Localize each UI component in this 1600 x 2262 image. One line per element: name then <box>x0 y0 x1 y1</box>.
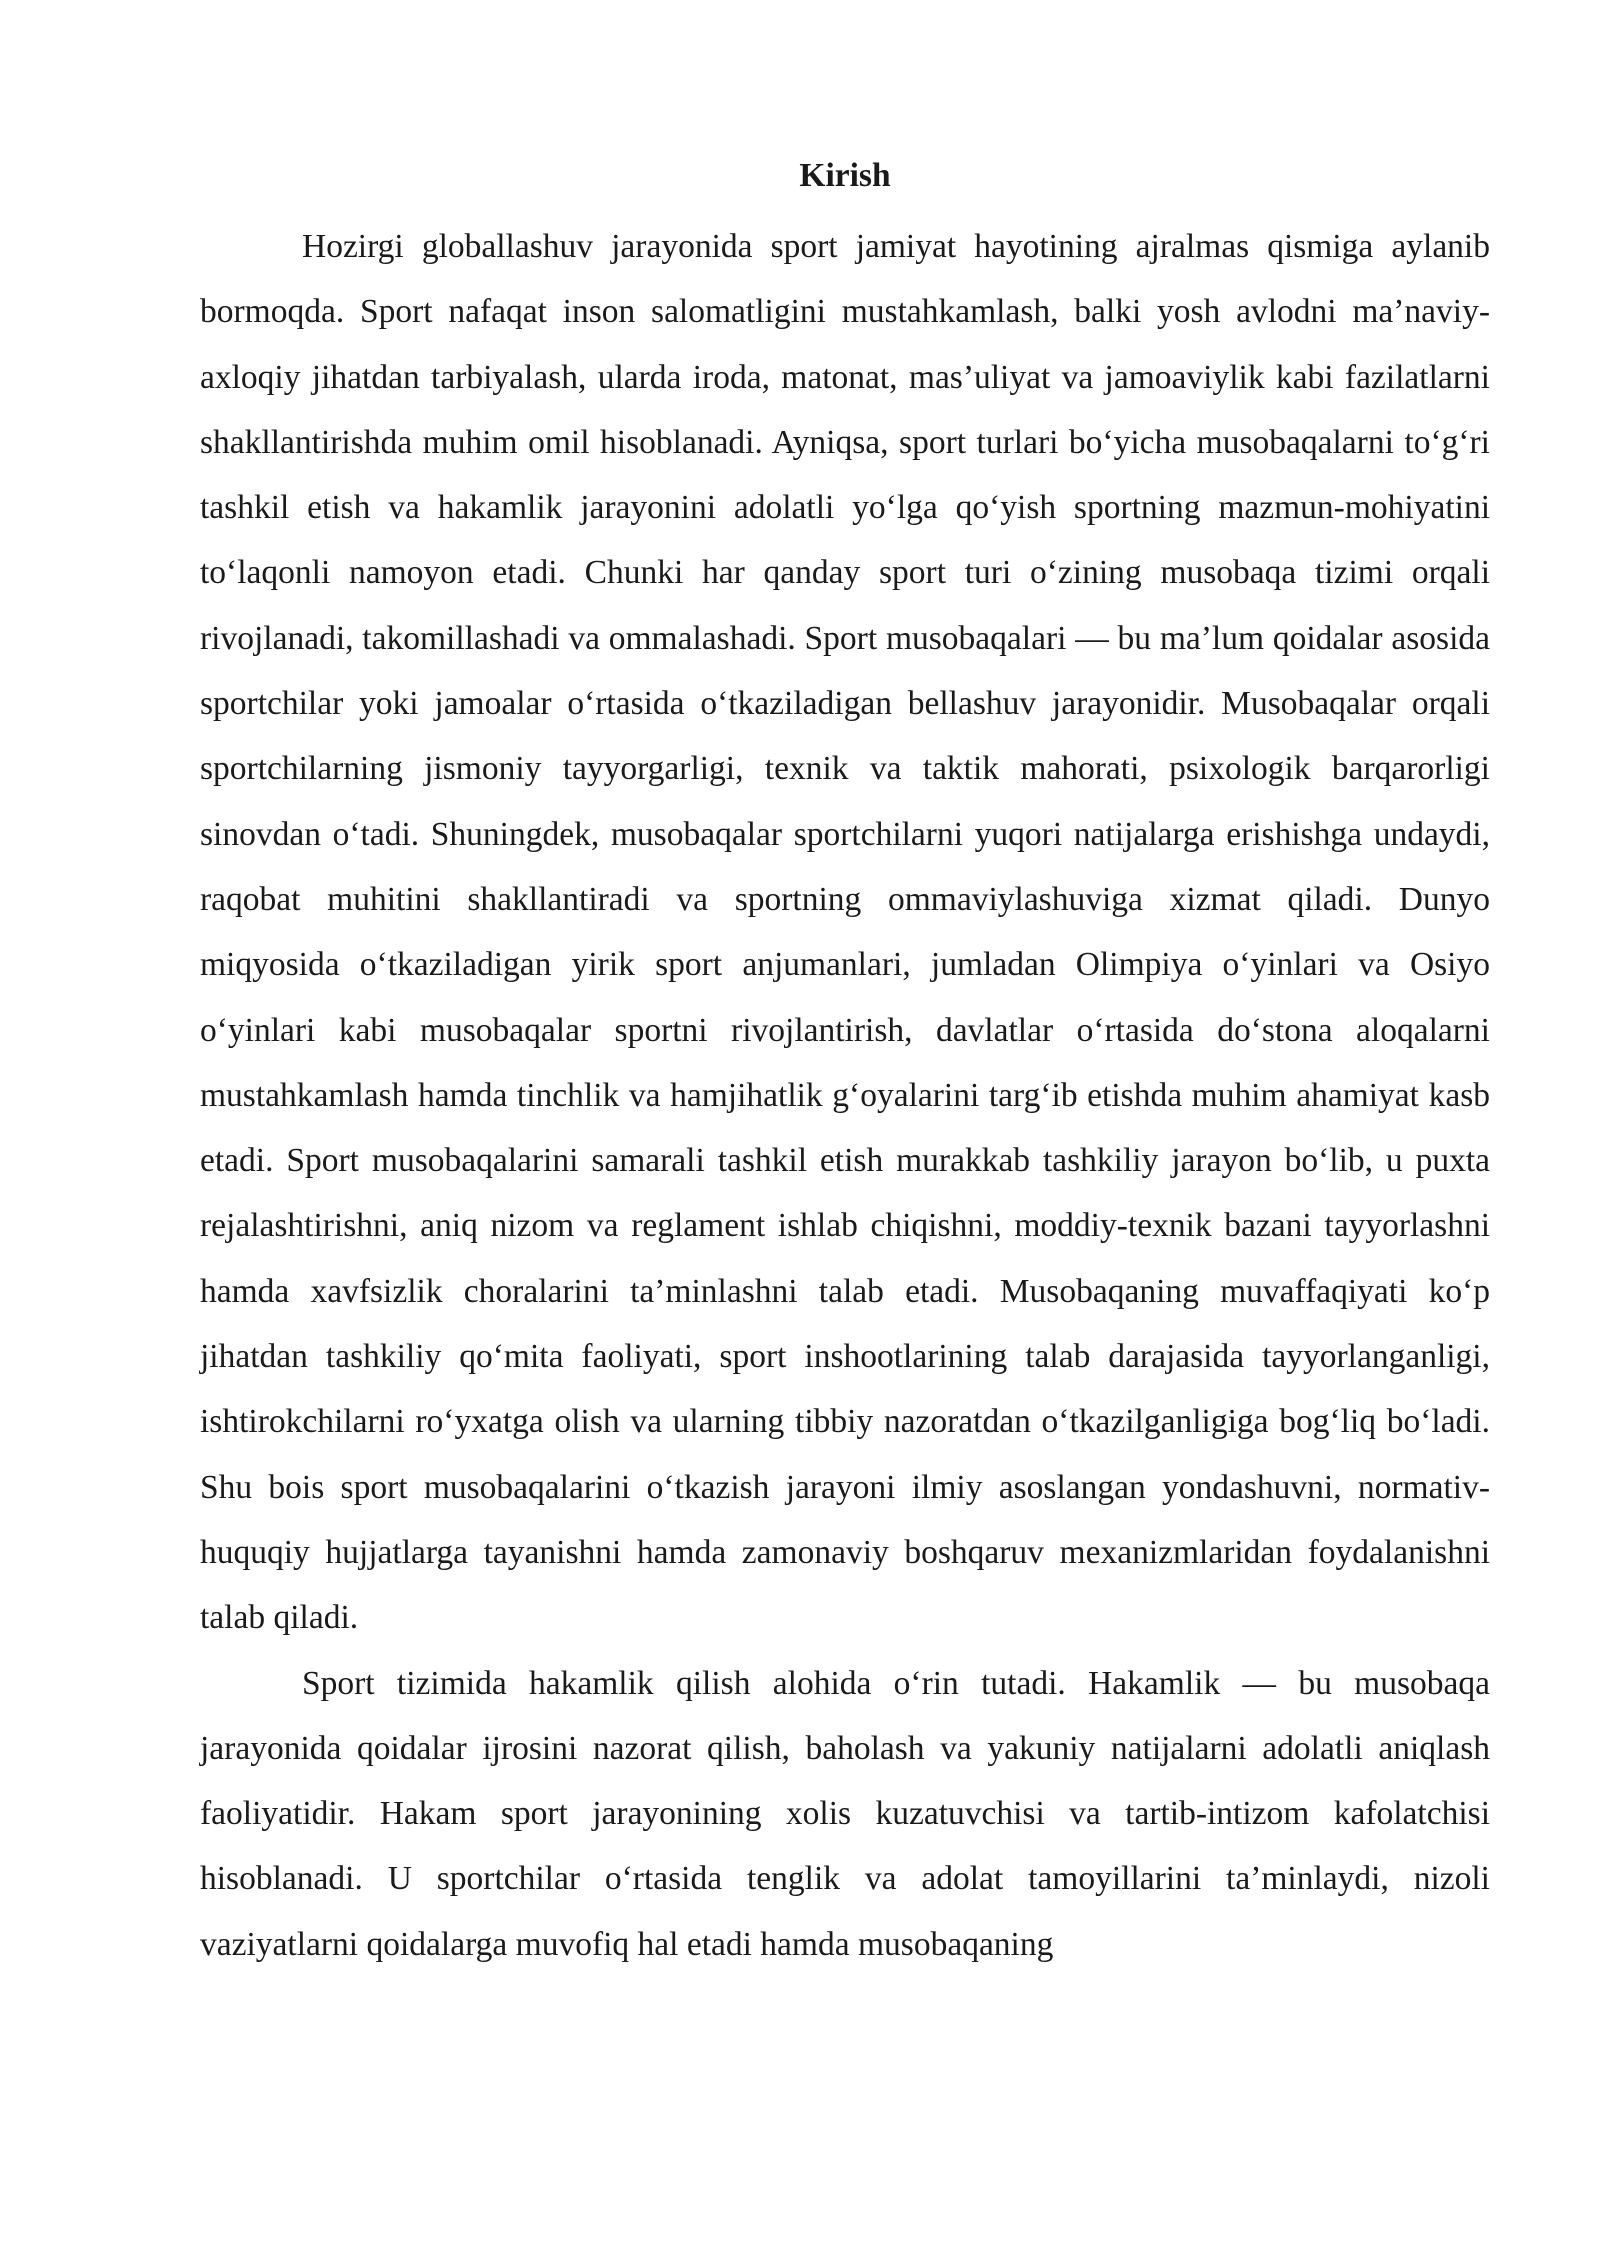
page-title: Kirish <box>799 157 891 194</box>
paragraph-2: Sport tizimida hakamlik qilish alohida o‘rin tutadi. Hakamlik — bu musobaqa jarayonida qoidalar ijrosini nazorat qilish, baholash va yakuniy natijalarni adolatli aniqlash faoliyatidir. Hakam sport jarayonining xolis kuzatuvchisi va tartib-intizom kafolatchisi hisoblanadi. U sportchilar o‘rtasida tenglik va adolat tamoyillarini ta’minlaydi, nizoli vaziyatlarni qoidalarga muvofiq hal etadi hamda musobaqaning <box>200 1664 1490 1963</box>
paragraph-1: Hozirgi globallashuv jarayonida sport jamiyat hayotining ajralmas qismiga aylanib bormoqda. Sport nafaqat inson salomatligini mustahkamlash, balki yosh avlodni ma’naviy-axloqiy jihatdan tarbiyalash, ularda iroda, matonat, mas’uliyat va jamoaviylik kabi fazilatlarni shakllantirishda muhim omil hisoblanadi. Ayniqsa, sport turlari bo‘yicha musobaqalarni to‘g‘ri tashkil etish va hakamlik jarayonini adolatli yo‘lga qo‘yish sportning mazmun-mohiyatini to‘laqonli namoyon etadi. Chunki har qanday sport turi o‘zining musobaqa tizimi orqali rivojlanadi, takomillashadi va ommalashadi. Sport musobaqalari — bu ma’lum qoidalar asosida sportchilar yoki jamoalar o‘rtasida o‘tkaziladigan bellashuv jarayonidir. Musobaqalar orqali sportchilarning jismoniy tayyorgarligi, texnik va taktik mahorati, psixologik barqarorligi sinovdan o‘tadi. Shuningdek, musobaqalar sportchilarni yuqori natijalarga erishishga undaydi, raqobat muhitini shakllantiradi va sportning ommaviylashuviga xizmat qiladi. Dunyo miqyosida o‘tkaziladigan yirik sport anjumanlari, jumladan Olimpiya o‘yinlari va Osiyo o‘yinlari kabi musobaqalar sportni rivojlantirish, davlatlar o‘rtasida do‘stona aloqalarni mustahkamlash hamda tinchlik va hamjihatlik g‘oyalarini targ‘ib etishda muhim ahamiyat kasb etadi. Sport musobaqalarini samarali tashkil etish murakkab tashkiliy jarayon bo‘lib, u puxta rejalashtirishni, aniq nizom va reglament ishlab chiqishni, moddiy-texnik bazani tayyorlashni hamda xavfsizlik choralarini ta’minlashni talab etadi. Musobaqaning muvaffaqiyati ko‘p jihatdan tashkiliy qo‘mita faoliyati, sport inshootlarining talab darajasida tayyorlanganligi, ishtirokchilarni ro‘yxatga olish va ularning tibbiy nazoratdan o‘tkazilganligiga bog‘liq bo‘ladi. Shu bois sport musobaqalarini o‘tkazish jarayoni ilmiy asoslangan yondashuvni, normativ-huquqiy hujjatlarga tayanishni hamda zamonaviy boshqaruv mexanizmlaridan foydalanishni talab qiladi. <box>200 228 1490 1637</box>
document-body <box>200 150 1490 1977</box>
